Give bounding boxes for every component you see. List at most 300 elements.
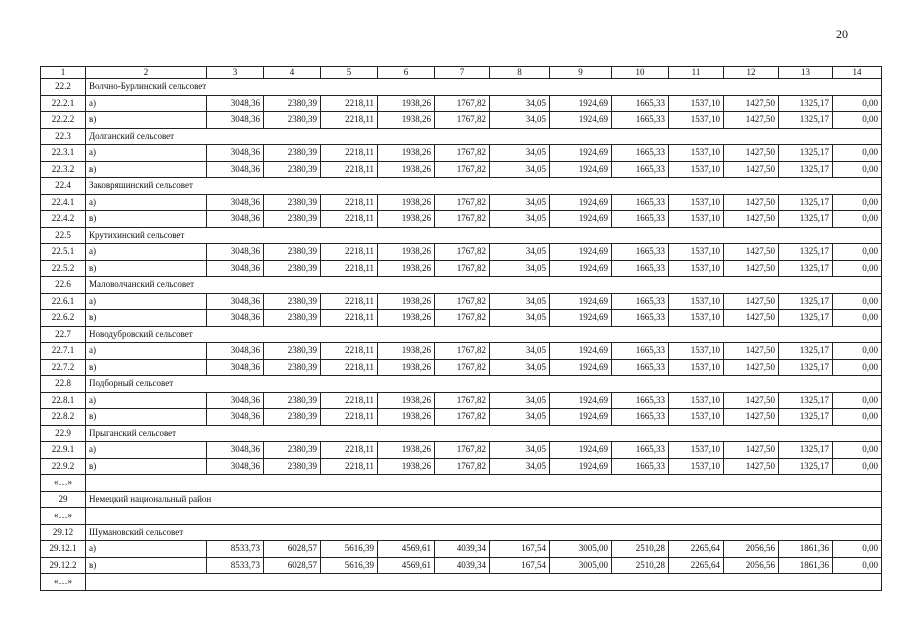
row-value: 34,05 (490, 112, 550, 129)
row-value: 0,00 (833, 541, 882, 558)
row-value: 1767,82 (435, 293, 490, 310)
row-value: 1537,10 (669, 310, 724, 327)
column-header: 1 (41, 67, 86, 79)
row-code: 22.8.1 (41, 392, 86, 409)
section-title: Новодубровский сельсовет (86, 326, 882, 343)
ellipsis-row (41, 574, 882, 591)
row-value: 1427,50 (724, 211, 779, 228)
row-value: 2218,11 (321, 359, 378, 376)
row-value: 0,00 (833, 112, 882, 129)
table-row (41, 112, 882, 129)
row-value: 2380,39 (264, 244, 321, 261)
row-value: 1767,82 (435, 194, 490, 211)
row-value: 1537,10 (669, 343, 724, 360)
row-value: 34,05 (490, 392, 550, 409)
row-value: 0,00 (833, 95, 882, 112)
row-code: 22.9.2 (41, 458, 86, 475)
row-value: 3048,36 (207, 293, 264, 310)
section-code: 22.2 (41, 79, 86, 96)
row-value: 1665,33 (612, 359, 669, 376)
row-value: 1924,69 (550, 112, 612, 129)
row-value: 1537,10 (669, 112, 724, 129)
row-value: 6028,57 (264, 541, 321, 558)
row-value: 2380,39 (264, 442, 321, 459)
row-value: 1924,69 (550, 359, 612, 376)
page-number: 20 (836, 27, 848, 41)
row-value: 1938,26 (378, 95, 435, 112)
section-title: Маловолчанский сельсовет (86, 277, 882, 294)
ellipsis-fill (86, 475, 882, 492)
row-label: а) (86, 194, 207, 211)
section-title: Долганский сельсовет (86, 128, 882, 145)
table-row (41, 310, 882, 327)
row-value: 5616,39 (321, 557, 378, 574)
row-value: 1767,82 (435, 161, 490, 178)
row-value: 3048,36 (207, 442, 264, 459)
row-value: 2056,56 (724, 541, 779, 558)
row-value: 4039,34 (435, 541, 490, 558)
table-row (41, 442, 882, 459)
row-value: 0,00 (833, 392, 882, 409)
row-value: 3048,36 (207, 95, 264, 112)
row-value: 1665,33 (612, 293, 669, 310)
row-value: 1665,33 (612, 458, 669, 475)
row-code: 22.6.2 (41, 310, 86, 327)
row-value: 1427,50 (724, 145, 779, 162)
ellipsis-mark: «…» (41, 475, 86, 492)
row-label: в) (86, 161, 207, 178)
ellipsis-row (41, 475, 882, 492)
row-value: 1537,10 (669, 458, 724, 475)
row-value: 4039,34 (435, 557, 490, 574)
row-value: 0,00 (833, 161, 882, 178)
row-value: 1325,17 (779, 293, 833, 310)
row-value: 1427,50 (724, 95, 779, 112)
row-value: 1767,82 (435, 392, 490, 409)
section-title: Заковряшинский сельсовет (86, 178, 882, 195)
table-row (41, 194, 882, 211)
row-label: а) (86, 392, 207, 409)
row-value: 34,05 (490, 244, 550, 261)
row-value: 2380,39 (264, 343, 321, 360)
row-value: 3048,36 (207, 112, 264, 129)
row-value: 3048,36 (207, 458, 264, 475)
row-value: 1861,36 (779, 541, 833, 558)
row-value: 3048,36 (207, 161, 264, 178)
row-value: 1938,26 (378, 409, 435, 426)
row-value: 1938,26 (378, 392, 435, 409)
row-value: 1325,17 (779, 194, 833, 211)
row-value: 1938,26 (378, 194, 435, 211)
row-value: 3048,36 (207, 211, 264, 228)
row-value: 0,00 (833, 145, 882, 162)
row-value: 1537,10 (669, 260, 724, 277)
section-code: 22.8 (41, 376, 86, 393)
row-value: 1938,26 (378, 145, 435, 162)
row-value: 1427,50 (724, 260, 779, 277)
row-value: 2510,28 (612, 541, 669, 558)
row-value: 1537,10 (669, 211, 724, 228)
row-value: 0,00 (833, 244, 882, 261)
row-value: 4569,61 (378, 557, 435, 574)
row-value: 1537,10 (669, 442, 724, 459)
row-label: в) (86, 359, 207, 376)
row-code: 22.4.2 (41, 211, 86, 228)
row-value: 1665,33 (612, 194, 669, 211)
section-row (41, 524, 882, 541)
column-header: 13 (779, 67, 833, 79)
row-value: 1325,17 (779, 343, 833, 360)
row-value: 2380,39 (264, 310, 321, 327)
row-value: 0,00 (833, 194, 882, 211)
row-value: 1325,17 (779, 392, 833, 409)
section-title: Немецкий национальный район (86, 491, 882, 508)
row-value: 1665,33 (612, 343, 669, 360)
row-value: 1537,10 (669, 145, 724, 162)
row-value: 2218,11 (321, 409, 378, 426)
row-value: 1537,10 (669, 359, 724, 376)
row-value: 34,05 (490, 442, 550, 459)
row-value: 1924,69 (550, 161, 612, 178)
row-value: 2218,11 (321, 458, 378, 475)
row-value: 1924,69 (550, 442, 612, 459)
row-value: 2380,39 (264, 95, 321, 112)
table-row (41, 145, 882, 162)
row-label: а) (86, 95, 207, 112)
section-title: Прыганский сельсовет (86, 425, 882, 442)
section-code: 22.4 (41, 178, 86, 195)
row-value: 1767,82 (435, 211, 490, 228)
row-value: 1938,26 (378, 343, 435, 360)
row-value: 2218,11 (321, 392, 378, 409)
section-title: Волчно-Бурлинский сельсовет (86, 79, 882, 96)
row-label: а) (86, 541, 207, 558)
row-code: 22.5.1 (41, 244, 86, 261)
row-value: 34,05 (490, 409, 550, 426)
row-value: 0,00 (833, 458, 882, 475)
row-value: 2380,39 (264, 211, 321, 228)
row-value: 1427,50 (724, 310, 779, 327)
section-row (41, 376, 882, 393)
table-row (41, 293, 882, 310)
table-row (41, 409, 882, 426)
row-value: 1665,33 (612, 244, 669, 261)
row-value: 1767,82 (435, 310, 490, 327)
row-value: 1325,17 (779, 95, 833, 112)
row-value: 2380,39 (264, 161, 321, 178)
column-header: 9 (550, 67, 612, 79)
table-row (41, 211, 882, 228)
row-value: 1924,69 (550, 343, 612, 360)
row-value: 1924,69 (550, 145, 612, 162)
row-value: 34,05 (490, 359, 550, 376)
row-value: 1924,69 (550, 409, 612, 426)
row-value: 167,54 (490, 557, 550, 574)
row-value: 1427,50 (724, 458, 779, 475)
row-value: 2218,11 (321, 244, 378, 261)
row-label: в) (86, 458, 207, 475)
row-label: а) (86, 244, 207, 261)
column-header: 2 (86, 67, 207, 79)
row-value: 1924,69 (550, 95, 612, 112)
row-value: 1325,17 (779, 359, 833, 376)
row-label: в) (86, 409, 207, 426)
section-code: 29 (41, 491, 86, 508)
row-value: 1938,26 (378, 112, 435, 129)
row-value: 1767,82 (435, 145, 490, 162)
section-row (41, 491, 882, 508)
row-value: 0,00 (833, 343, 882, 360)
row-value: 34,05 (490, 145, 550, 162)
row-value: 1665,33 (612, 392, 669, 409)
row-code: 22.8.2 (41, 409, 86, 426)
row-code: 22.2.2 (41, 112, 86, 129)
row-code: 22.9.1 (41, 442, 86, 459)
row-value: 2380,39 (264, 293, 321, 310)
row-value: 1767,82 (435, 458, 490, 475)
row-value: 1767,82 (435, 359, 490, 376)
ellipsis-fill (86, 508, 882, 525)
row-value: 1427,50 (724, 293, 779, 310)
row-label: а) (86, 293, 207, 310)
row-value: 0,00 (833, 293, 882, 310)
row-value: 0,00 (833, 260, 882, 277)
row-code: 29.12.2 (41, 557, 86, 574)
header-row (41, 67, 882, 79)
section-row (41, 326, 882, 343)
row-value: 1938,26 (378, 458, 435, 475)
row-value: 1924,69 (550, 293, 612, 310)
row-value: 34,05 (490, 458, 550, 475)
row-value: 1325,17 (779, 442, 833, 459)
row-value: 0,00 (833, 409, 882, 426)
row-value: 1767,82 (435, 409, 490, 426)
row-value: 1665,33 (612, 211, 669, 228)
row-value: 1938,26 (378, 244, 435, 261)
ellipsis-row (41, 508, 882, 525)
row-value: 2218,11 (321, 260, 378, 277)
row-value: 1924,69 (550, 310, 612, 327)
row-value: 1325,17 (779, 145, 833, 162)
row-value: 1938,26 (378, 161, 435, 178)
row-label: в) (86, 112, 207, 129)
row-value: 34,05 (490, 211, 550, 228)
row-value: 1665,33 (612, 442, 669, 459)
section-code: 22.3 (41, 128, 86, 145)
row-label: в) (86, 310, 207, 327)
table-row (41, 458, 882, 475)
row-code: 22.7.2 (41, 359, 86, 376)
table-body (41, 67, 882, 591)
table-row (41, 392, 882, 409)
row-value: 2218,11 (321, 442, 378, 459)
row-value: 1427,50 (724, 112, 779, 129)
row-value: 1767,82 (435, 442, 490, 459)
row-value: 3048,36 (207, 409, 264, 426)
row-value: 8533,73 (207, 557, 264, 574)
row-value: 1537,10 (669, 244, 724, 261)
row-value: 2380,39 (264, 392, 321, 409)
section-row (41, 425, 882, 442)
row-value: 1665,33 (612, 95, 669, 112)
row-label: а) (86, 442, 207, 459)
row-value: 3048,36 (207, 244, 264, 261)
column-header: 3 (207, 67, 264, 79)
row-value: 1665,33 (612, 161, 669, 178)
row-value: 1325,17 (779, 112, 833, 129)
row-value: 1924,69 (550, 211, 612, 228)
ellipsis-fill (86, 574, 882, 591)
row-value: 34,05 (490, 95, 550, 112)
row-value: 1325,17 (779, 161, 833, 178)
row-value: 2218,11 (321, 293, 378, 310)
row-value: 2380,39 (264, 260, 321, 277)
row-value: 34,05 (490, 194, 550, 211)
row-value: 2380,39 (264, 458, 321, 475)
row-code: 22.3.1 (41, 145, 86, 162)
row-code: 22.2.1 (41, 95, 86, 112)
table-row (41, 244, 882, 261)
row-label: а) (86, 343, 207, 360)
row-value: 1325,17 (779, 211, 833, 228)
row-value: 1938,26 (378, 293, 435, 310)
row-value: 2510,28 (612, 557, 669, 574)
row-value: 1767,82 (435, 112, 490, 129)
row-value: 0,00 (833, 359, 882, 376)
row-value: 2380,39 (264, 145, 321, 162)
ellipsis-mark: «…» (41, 574, 86, 591)
row-value: 34,05 (490, 310, 550, 327)
table-row (41, 557, 882, 574)
row-code: 22.3.2 (41, 161, 86, 178)
row-value: 1325,17 (779, 244, 833, 261)
row-value: 1861,36 (779, 557, 833, 574)
row-value: 6028,57 (264, 557, 321, 574)
row-code: 22.5.2 (41, 260, 86, 277)
row-value: 2218,11 (321, 112, 378, 129)
row-value: 1767,82 (435, 343, 490, 360)
row-value: 1325,17 (779, 310, 833, 327)
row-value: 1537,10 (669, 409, 724, 426)
row-value: 0,00 (833, 442, 882, 459)
row-value: 1427,50 (724, 359, 779, 376)
row-value: 1325,17 (779, 409, 833, 426)
row-value: 1537,10 (669, 293, 724, 310)
row-value: 3048,36 (207, 145, 264, 162)
row-value: 1665,33 (612, 260, 669, 277)
row-code: 22.7.1 (41, 343, 86, 360)
row-label: в) (86, 557, 207, 574)
row-value: 1427,50 (724, 194, 779, 211)
row-value: 1427,50 (724, 442, 779, 459)
section-code: 22.7 (41, 326, 86, 343)
row-value: 5616,39 (321, 541, 378, 558)
row-value: 3048,36 (207, 194, 264, 211)
section-code: 22.6 (41, 277, 86, 294)
row-value: 1924,69 (550, 458, 612, 475)
section-title: Подборный сельсовет (86, 376, 882, 393)
row-value: 1938,26 (378, 359, 435, 376)
column-header: 5 (321, 67, 378, 79)
section-code: 22.5 (41, 227, 86, 244)
row-value: 8533,73 (207, 541, 264, 558)
row-label: в) (86, 260, 207, 277)
row-value: 1427,50 (724, 409, 779, 426)
row-code: 22.4.1 (41, 194, 86, 211)
section-code: 22.9 (41, 425, 86, 442)
column-header: 7 (435, 67, 490, 79)
row-value: 4569,61 (378, 541, 435, 558)
row-value: 1427,50 (724, 244, 779, 261)
column-header: 4 (264, 67, 321, 79)
row-value: 1537,10 (669, 161, 724, 178)
table-row (41, 541, 882, 558)
row-value: 2265,64 (669, 557, 724, 574)
row-value: 1325,17 (779, 458, 833, 475)
row-value: 2218,11 (321, 211, 378, 228)
row-value: 0,00 (833, 557, 882, 574)
row-value: 2265,64 (669, 541, 724, 558)
row-value: 1427,50 (724, 392, 779, 409)
row-value: 1924,69 (550, 392, 612, 409)
column-header: 12 (724, 67, 779, 79)
row-value: 1427,50 (724, 343, 779, 360)
row-value: 1665,33 (612, 409, 669, 426)
row-value: 1537,10 (669, 194, 724, 211)
row-value: 2218,11 (321, 343, 378, 360)
row-value: 1665,33 (612, 145, 669, 162)
row-value: 2218,11 (321, 194, 378, 211)
row-value: 1767,82 (435, 244, 490, 261)
row-value: 1537,10 (669, 392, 724, 409)
row-value: 3048,36 (207, 310, 264, 327)
row-value: 1767,82 (435, 95, 490, 112)
tariff-table (40, 66, 882, 591)
table-row (41, 343, 882, 360)
column-header: 6 (378, 67, 435, 79)
row-value: 3048,36 (207, 343, 264, 360)
section-code: 29.12 (41, 524, 86, 541)
row-value: 1924,69 (550, 194, 612, 211)
row-value: 3005,00 (550, 541, 612, 558)
row-value: 2218,11 (321, 145, 378, 162)
section-row (41, 79, 882, 96)
row-value: 2380,39 (264, 112, 321, 129)
row-value: 34,05 (490, 343, 550, 360)
table-row (41, 260, 882, 277)
row-value: 1938,26 (378, 310, 435, 327)
row-value: 1924,69 (550, 244, 612, 261)
row-value: 3005,00 (550, 557, 612, 574)
row-value: 0,00 (833, 211, 882, 228)
section-title: Крутихинский сельсовет (86, 227, 882, 244)
row-value: 3048,36 (207, 260, 264, 277)
section-row (41, 128, 882, 145)
column-header: 11 (669, 67, 724, 79)
row-value: 1537,10 (669, 95, 724, 112)
row-value: 1325,17 (779, 260, 833, 277)
row-value: 2380,39 (264, 359, 321, 376)
row-value: 34,05 (490, 260, 550, 277)
row-value: 3048,36 (207, 359, 264, 376)
column-header: 8 (490, 67, 550, 79)
ellipsis-mark: «…» (41, 508, 86, 525)
column-header: 10 (612, 67, 669, 79)
section-row (41, 227, 882, 244)
row-value: 1938,26 (378, 260, 435, 277)
row-value: 2380,39 (264, 409, 321, 426)
row-value: 1767,82 (435, 260, 490, 277)
